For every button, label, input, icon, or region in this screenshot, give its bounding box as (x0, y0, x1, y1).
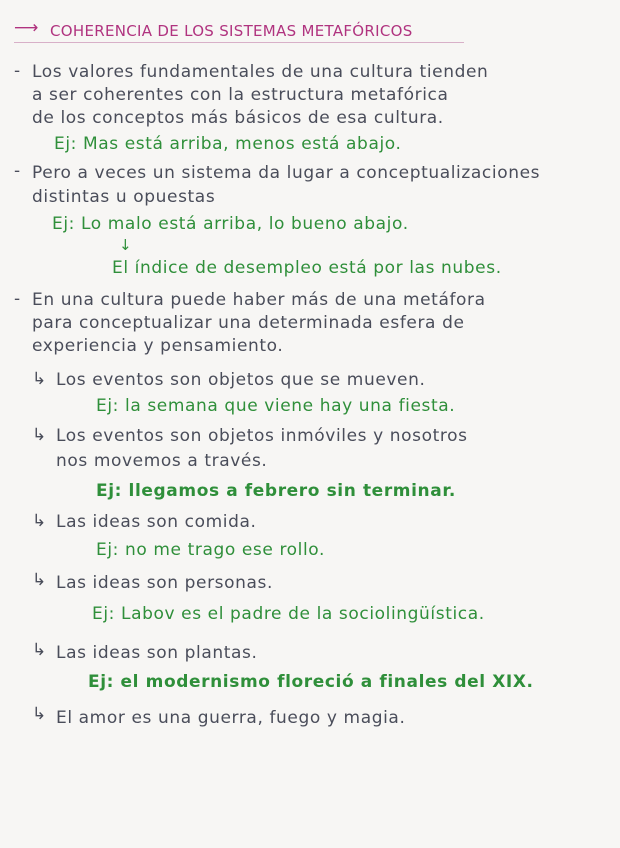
point1-line3: de los conceptos más básicos de esa cultura. (32, 108, 444, 128)
item-text: Los eventos son objetos que se mueven. (56, 370, 426, 390)
item-text: Los eventos son objetos inmóviles y nosotros (56, 426, 468, 446)
point2-line2: distintas u opuestas (32, 187, 216, 207)
title-arrow-icon: ⟶ (14, 18, 39, 38)
hook-arrow-icon: ↳ (32, 704, 47, 724)
point2-line1: Pero a veces un sistema da lugar a conceptualizaciones (32, 163, 541, 183)
point2-example2: El índice de desempleo está por las nubes. (112, 258, 502, 278)
page-title: COHERENCIA DE LOS SISTEMAS METAFÓRICOS (50, 22, 413, 40)
point3-line2: para conceptualizar una determinada esfera de (32, 313, 465, 333)
point3-line1: En una cultura puede haber más de una metáfora (32, 290, 486, 310)
item-example: Ej: llegamos a febrero sin terminar. (96, 481, 456, 501)
bullet-dash: - (14, 61, 21, 81)
item-example: Ej: el modernismo floreció a finales del XIX. (88, 672, 534, 692)
item-example: Ej: la semana que viene hay una fiesta. (96, 396, 456, 416)
hook-arrow-icon: ↳ (32, 511, 47, 531)
down-arrow-icon: ↓ (119, 236, 132, 254)
bullet-dash: - (14, 161, 21, 181)
point1-line1: Los valores fundamentales de una cultura tienden (32, 62, 489, 82)
item-text: Las ideas son plantas. (56, 643, 258, 663)
point1-line2: a ser coherentes con la estructura metafórica (32, 85, 449, 105)
title-underline (14, 42, 464, 43)
hook-arrow-icon: ↳ (32, 570, 47, 590)
item-text: Las ideas son personas. (56, 573, 273, 593)
hook-arrow-icon: ↳ (32, 425, 47, 445)
item-text-continued: nos movemos a través. (56, 451, 268, 471)
point3-line3: experiencia y pensamiento. (32, 336, 284, 356)
bullet-dash: - (14, 289, 21, 309)
point1-example: Ej: Mas está arriba, menos está abajo. (54, 134, 402, 154)
hook-arrow-icon: ↳ (32, 369, 47, 389)
item-text: El amor es una guerra, fuego y magia. (56, 708, 406, 728)
hook-arrow-icon: ↳ (32, 640, 47, 660)
item-text: Las ideas son comida. (56, 512, 257, 532)
item-example: Ej: Labov es el padre de la sociolingüística. (92, 604, 485, 624)
item-example: Ej: no me trago ese rollo. (96, 540, 326, 560)
point2-example: Ej: Lo malo está arriba, lo bueno abajo. (52, 214, 409, 234)
